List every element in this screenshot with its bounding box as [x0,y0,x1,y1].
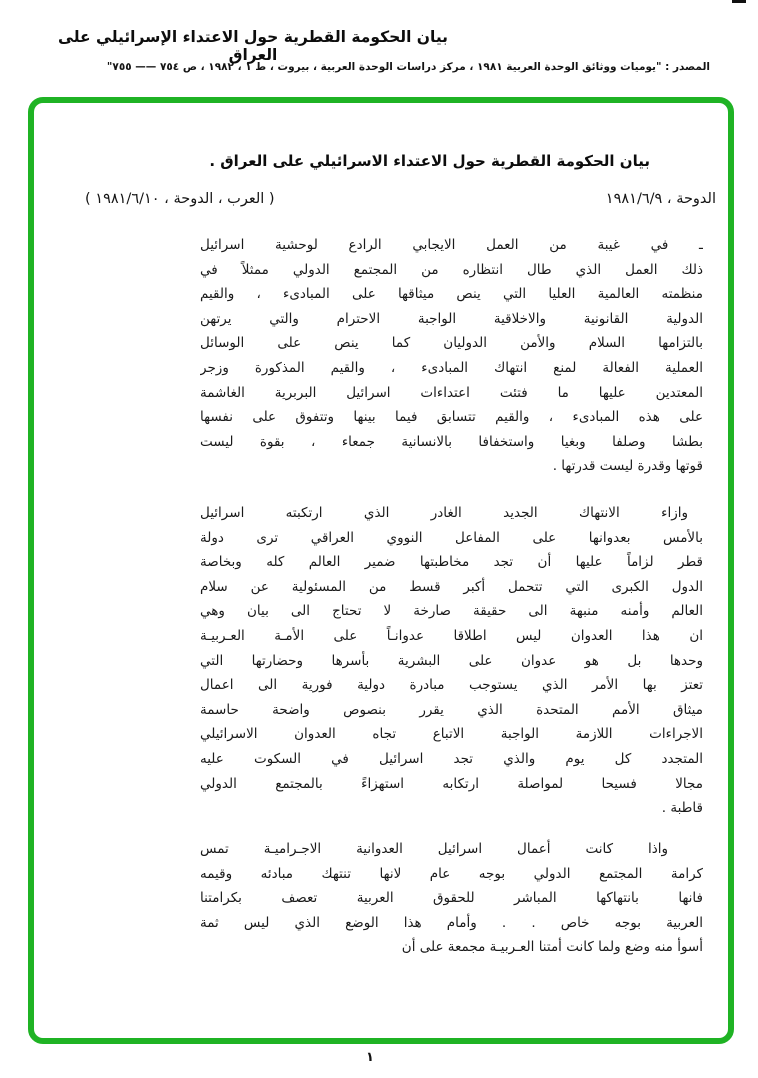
body-line: على هذه المبادىء ، والقيم تتسابق فيما بينها وتتفوق على نفسها [200,409,703,426]
body-line: بالتزامها السلام والأمن الدوليان كما ينص على الوسائل [200,335,703,352]
document-title: بيان الحكومة القطرية حول الاعتداء الاسرائيلي على العراق . [209,152,650,170]
body-line: قوتها وقدرة ليست قدرتها . [552,458,703,475]
body-line: منظمته العالمية العليا التي ينص ميثاقها على المبادىء ، والقيم [200,286,703,303]
body-line: العملية الفعالة لمنع انتهاك المبادىء ، والقيم المذكورة وزجر [200,359,703,376]
body-line: المعتدين عليها ما فتئت اعتداءات اسرائيل البربرية الغاشمة [200,384,703,401]
body-line: قطر لزاماً عليها أن تجد مخاطبتها ضمير العالم كله وبخاصة [200,554,703,571]
page-number: ١ [366,1050,374,1065]
body-line: ميثاق الأمم المتحدة الذي يقرر بنصوص واضحة حاسمة [200,701,703,718]
body-line: العربية بوجه خاص . . وأمام هذا الوضع الذي ليس ثمة [200,914,703,931]
body-line: الدول الكبرى التي تتحمل أكبر قسط من المسئولية عن سلام [200,578,703,595]
body-line: فانها بانتهاكها المباشر للحقوق العربية تعصف بكرامتنا [200,890,703,907]
dateline-place-date: الدوحة ، ١٩٨١/٦/٩ [605,191,716,207]
body-line: وحدها بل هو عدوان على البشرية بأسرها وحضارتها التي [200,652,703,669]
body-line: الاجراءات اللازمة الواجبة الاتباع تجاه العدوان الاسرائيلي [200,726,703,743]
body-line: بالأمس بعدوانها على المفاعل النووي العراقي ترى دولة [200,529,703,546]
body-line: العالم وأمنه منبهة الى حقيقة صارخة لا تحتاج الى بيان وهي [200,603,703,620]
body-line: كرامة المجتمع الدولي بوجه عام لانها تنتهك مبادئه وقيمه [200,865,703,882]
body-line: تعتز بها الأمر الذي يستوجب مبادرة دولية فورية الى اعمال [200,677,703,694]
body-line: المتجدد كل يوم والذي تجد اسرائيل في السكوت عليه [200,750,703,767]
body-line: أسوأ منه وضع ولما كانت أمتنا العـربيـة مجمعة على أن [401,939,703,956]
body-line: مجالا فسيحا لمواصلة ارتكابه استهزاءً بالمجتمع الدولي [200,775,703,792]
body-line: وازاء الانتهاك الجديد الغادر الذي ارتكبته اسرائيل [200,505,688,521]
body-line: الدولية القانونية والاخلاقية الواجبة الاحترام والتي يرتهن [200,310,703,327]
dateline-newspaper-ref: ( العرب ، الدوحة ، ١٩٨١/٦/١٠ ) [85,191,275,207]
paragraph-2 [200,501,703,821]
paragraph-3 [200,837,703,960]
source-citation: المصدر : "يوميات ووثائق الوحدة العربية ١٩٨١ ، مركز دراسات الوحدة العربية ، بيروت ، ط ١ ، ١٩٨٢ ، ص ٧٥٤ —— ٧٥٥" [106,61,710,73]
body-line: قاطبة . [661,800,703,817]
body-line: ذلك العمل الذي طال انتظاره من المجتمع الدولي ممثلاً في [200,261,703,278]
scan-artifact-mark [732,0,746,3]
paragraph-1 [200,233,703,479]
body-line: بطشا وصلفا وبغيا واستخفافا بالانسانية جمعاء ، بقوة ليست [200,433,703,450]
body-line: ان هذا العدوان ليس اطلاقا عدوانـاً على الأمـة العـربيـة [200,627,703,644]
body-line: واذا كانت أعمال اسرائيل العدوانية الاجـراميـة تمس [200,841,668,857]
body-line: ـ في غيبة من العمل الايجابي الرادع لوحشية اسرائيل [200,237,703,253]
page-header-title: بيان الحكومة القطرية حول الاعتداء الإسرائيلي على العراق [58,28,448,64]
